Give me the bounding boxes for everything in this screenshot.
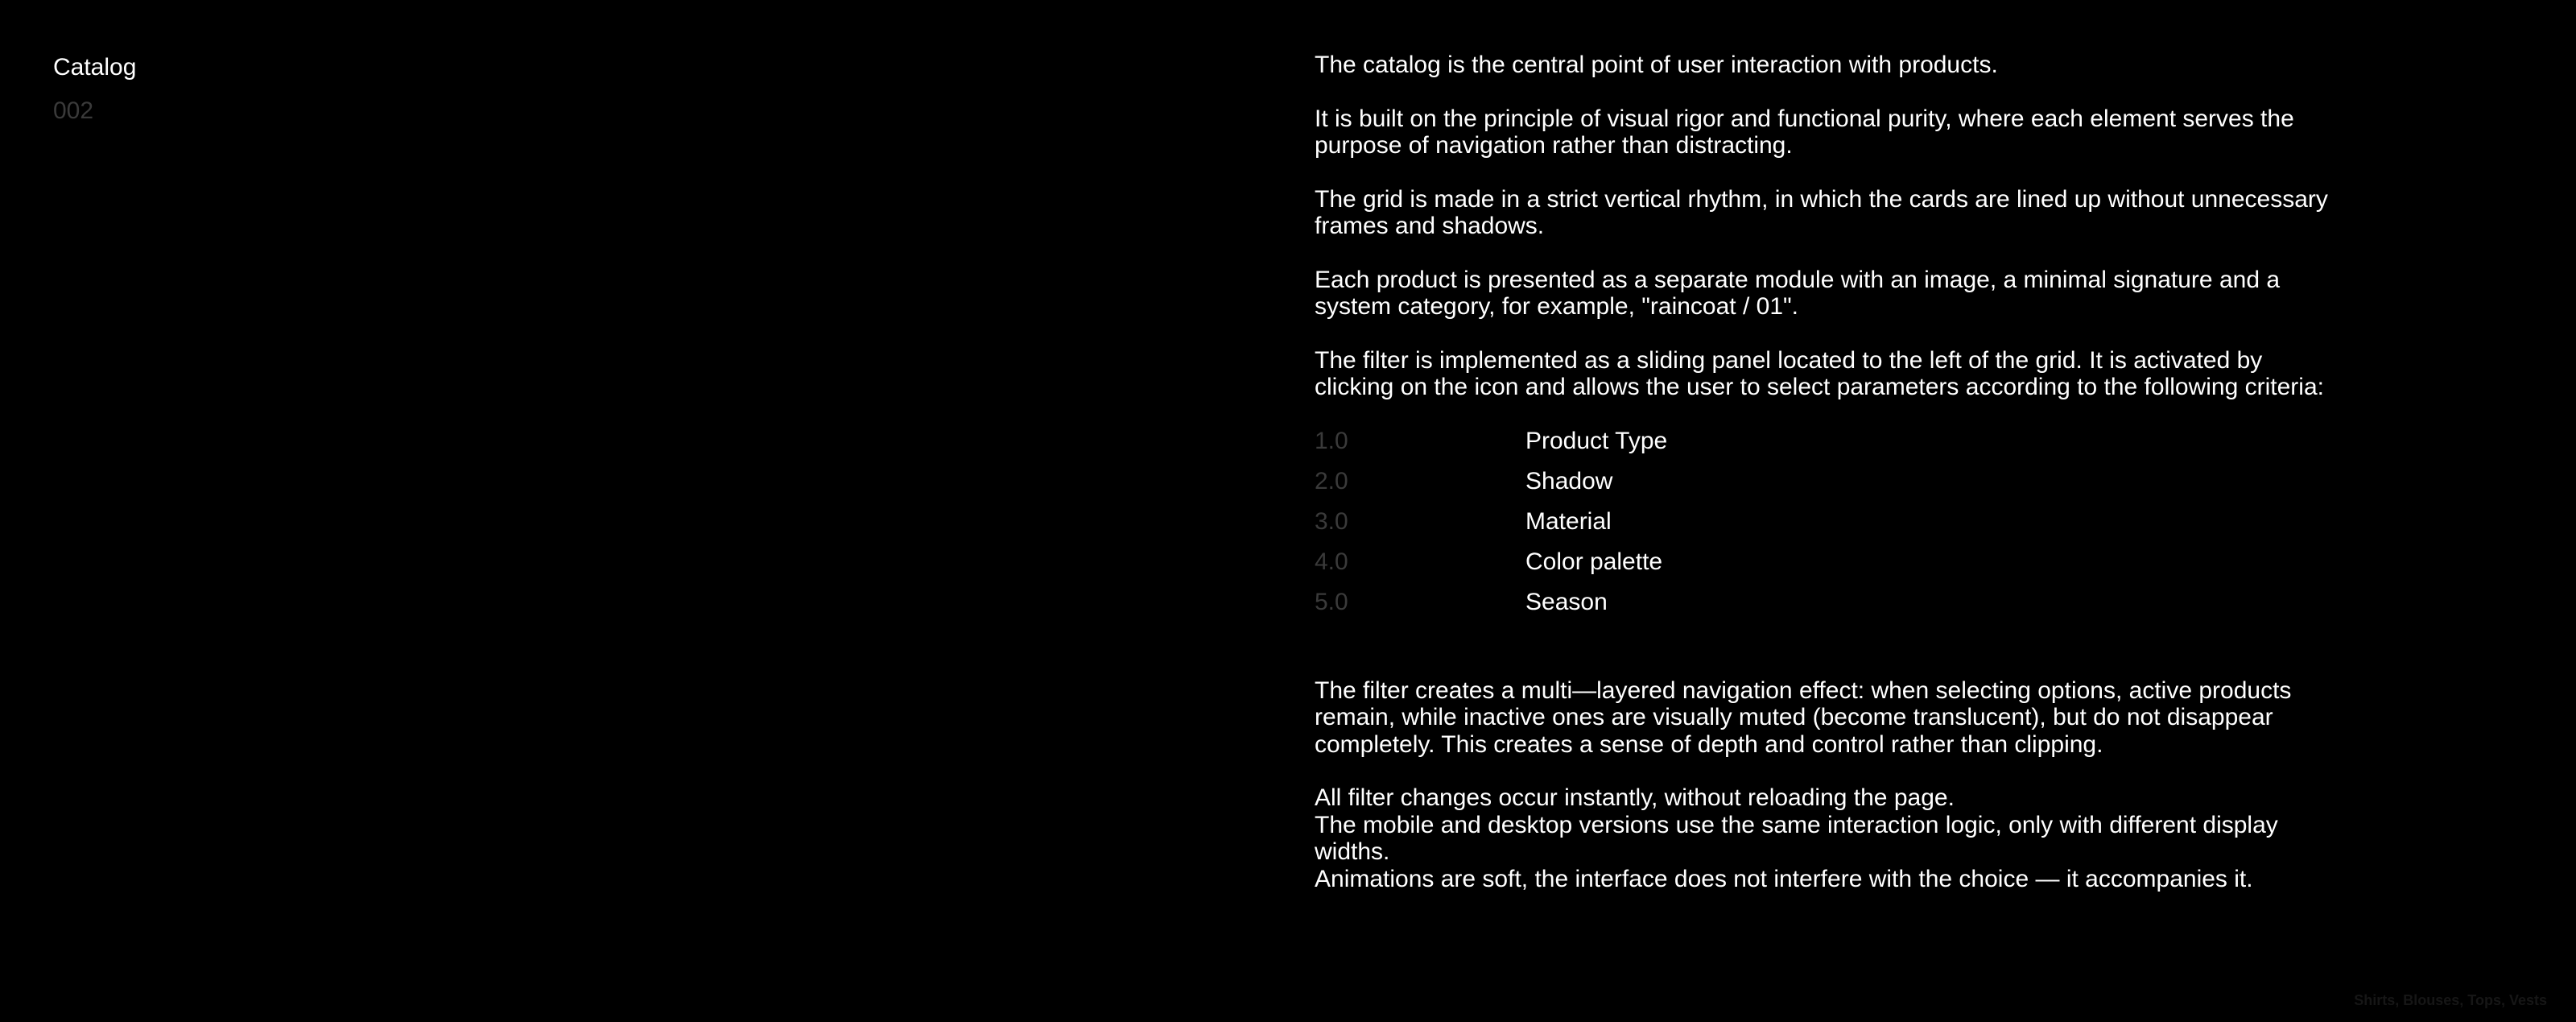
closing-block [1315,784,2345,892]
faded-caption [2354,990,2547,1011]
criteria-item [1315,589,2345,629]
effect-paragraph: The filter creates a multi—layered navigation effect: when selecting options, active products remain, while inactive ones are visually muted (become translucent), but do not disappear completely. This creates a sense of depth and control rather than clipping. [1315,677,2292,758]
criteria-number: 2.0 [1315,467,1348,494]
criteria-number: 1.0 [1315,427,1348,454]
closing-line: The mobile and desktop versions use the same interaction logic, only with different display widths. [1315,811,2278,865]
criteria-number: 5.0 [1315,588,1348,615]
criteria-label: Color palette [1525,548,1663,575]
criteria-number: 3.0 [1315,507,1348,535]
intro-paragraph: Each product is presented as a separate module with an image, a minimal signature and a system category, for example, "raincoat / 01". [1315,266,2281,320]
intro-paragraph: The grid is made in a strict vertical rhythm, in which the cards are lined up without unnecessary frames and shadows. [1315,185,2328,239]
section-title: Catalog [53,54,137,81]
intro-paragraph: It is built on the principle of visual rigor and functional purity, where each element serves the purpose of navigation rather than distracting. [1315,105,2294,159]
intro-paragraph: The catalog is the central point of user interaction with products. [1315,52,1998,78]
closing-line: All filter changes occur instantly, without reloading the page. [1315,784,1955,811]
closing-line: Animations are soft, the interface does not interfere with the choice — it accompanies it. [1315,865,2253,892]
criteria-item [1315,428,2345,468]
criteria-label: Product Type [1525,427,1668,454]
description-content [1315,52,2345,892]
criteria-item [1315,508,2345,548]
criteria-item [1315,468,2345,508]
criteria-item [1315,548,2345,589]
faded-caption-text: Shirts, Blouses, Tops, Vests [2354,992,2547,1008]
criteria-label: Shadow [1525,467,1613,494]
filter-criteria-list [1315,428,2345,629]
criteria-label: Season [1525,588,1608,615]
section-number: 002 [53,97,94,124]
intro-paragraph: The filter is implemented as a sliding panel located to the left of the grid. It is activated by clicking on the icon and allows the user to select parameters according to the following criteria: [1315,346,2324,400]
section-header [53,52,136,127]
criteria-label: Material [1525,507,1612,535]
criteria-number: 4.0 [1315,548,1348,575]
